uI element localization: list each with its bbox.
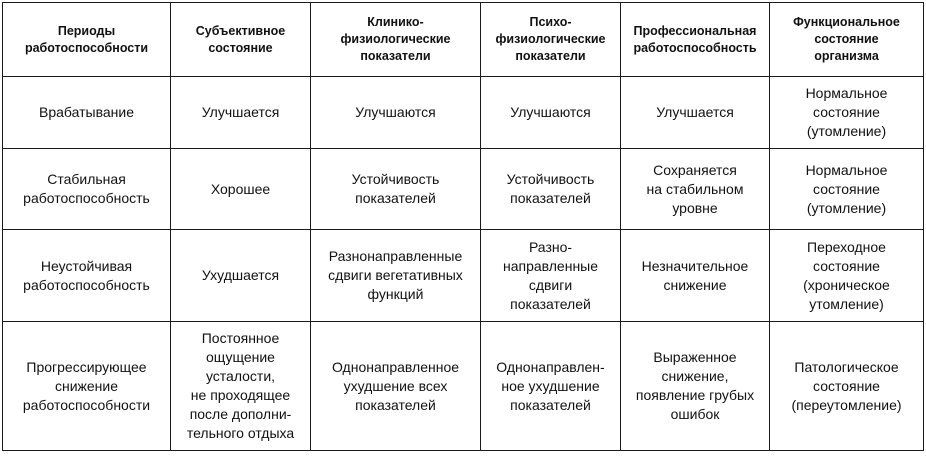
table-cell: Разно- направленные сдвиги показателей [481,230,621,322]
table-cell: Стабильная работоспособность [3,149,171,230]
work-capacity-periods-table [2,2,924,451]
table-cell: Врабатывание [3,77,171,149]
table-row [3,322,924,451]
table-row [3,230,924,322]
table-cell: Патологическое состояние (переутомление) [770,322,924,451]
table-wrapper [2,2,924,451]
table-cell: Улучшается [621,77,770,149]
table-row [3,77,924,149]
table-cell: Улучшаются [311,77,481,149]
table-cell: Прогрессирующее снижение работоспособности [3,322,171,451]
table-cell: Устойчивость показателей [311,149,481,230]
table-cell: Незначительное снижение [621,230,770,322]
header-clinical-physiological: Клинико- физиологические показатели [311,3,481,77]
table-cell: Устойчивость показателей [481,149,621,230]
table-cell: Хорошее [171,149,311,230]
header-functional-state: Функциональное состояние организма [770,3,924,77]
table-cell: Ухудшается [171,230,311,322]
table-cell: Выраженное снижение, появление грубых ошибок [621,322,770,451]
header-professional-capacity: Профессиональная работоспособность [621,3,770,77]
table-cell: Переходное состояние (хроническое утомление) [770,230,924,322]
table-cell: Улучшается [171,77,311,149]
table-cell: Неустойчивая работоспособность [3,230,171,322]
table-cell: Сохраняется на стабильном уровне [621,149,770,230]
table-cell: Однонаправленное ухудшение всех показателей [311,322,481,451]
header-periods: Периоды работоспособности [3,3,171,77]
table-cell: Нормальное состояние (утомление) [770,77,924,149]
header-psychophysiological: Психо- физиологические показатели [481,3,621,77]
table-cell: Однонаправлен- ное ухудшение показателей [481,322,621,451]
table-cell: Нормальное состояние (утомление) [770,149,924,230]
header-row [3,3,924,77]
table-cell: Постоянное ощущение усталости, не проходящее после дополни- тельного отдыха [171,322,311,451]
table-row [3,149,924,230]
table-cell: Разнонаправленные сдвиги вегетативных функций [311,230,481,322]
table-cell: Улучшаются [481,77,621,149]
header-subjective-state: Субъективное состояние [171,3,311,77]
